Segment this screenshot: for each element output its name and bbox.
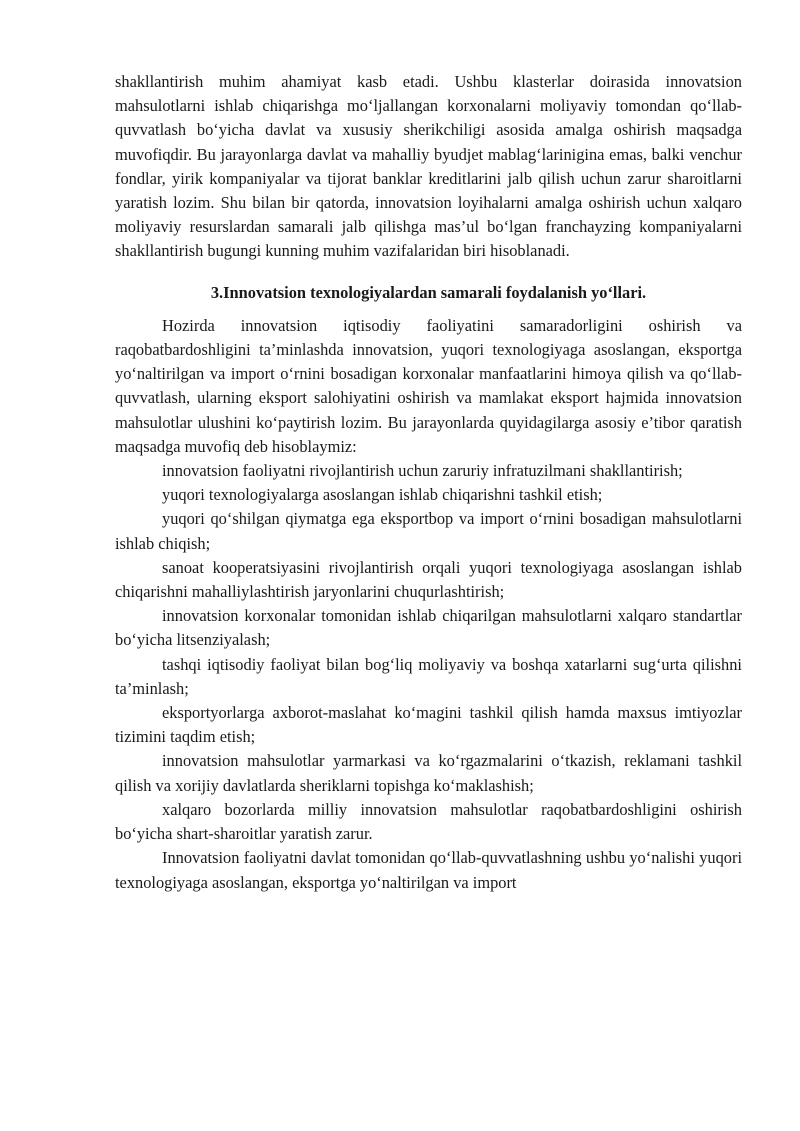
list-item-fairs: innovatsion mahsulotlar yarmarkasi va ko‘rgazmalarini o‘tkazish, reklamani tashkil qilish va xorijiy davlatlarda sheriklarni topishga ko‘maklashish;: [115, 751, 742, 795]
document-body: [115, 70, 742, 895]
list-item-high-tech-production: yuqori texnologiyalarga asoslangan ishlab chiqarishni tashkil etish;: [162, 485, 603, 505]
paragraph-final: Innovatsion faoliyatni davlat tomonidan qo‘llab-quvvatlashning ushbu yo‘nalishi yuqori texnologiyaga asoslangan, eksportga yo‘naltirilgan va import: [115, 848, 742, 892]
paragraph-1: Hozirda innovatsion iqtisodiy faoliyatini samaradorligini oshirish va raqobatbardoshligini ta’minlashda innovatsion, yuqori texnologiyaga asoslangan, eksportga yo‘naltirilgan va import o‘rnini bosadigan korxonalar manfaatlarini himoya qilish va qo‘llab-quvvatlash, ularning eksport salohiyatini oshirish va mamlakat eksport hajmida innovatsion mahsulotlar ulushini ko‘paytirish lozim. Bu jarayonlarda quyidagilarga asosiy e’tibor qaratish maqsadga muvofiq deb hisoblaymiz:: [115, 315, 742, 456]
list-item-licensing: innovatsion korxonalar tomonidan ishlab chiqarilgan mahsulotlarni xalqaro standartlar bo‘yicha litsenziyalash;: [115, 606, 742, 650]
section-heading: 3.Innovatsion texnologiyalardan samarali foydalanish yo‘llari.: [210, 282, 647, 302]
list-item-consulting: eksportyorlarga axborot-maslahat ko‘magini tashkil qilish hamda maxsus imtiyozlar tizimini taqdim etish;: [115, 703, 742, 747]
intro-paragraph: shakllantirish muhim ahamiyat kasb etadi. Ushbu klasterlar doirasida innovatsion mahsulotlarni ishlab chiqarishga mo‘ljallangan korxonalarni moliyaviy tomondan qo‘llab-quvvatlash bo‘yicha davlat va xususiy sherikchiligi asosida amalga oshirish maqsadga muvofiqdir. Bu jarayonlarga davlat va mahalliy byudjet mablag‘larinigina emas, balki venchur fondlar, yirik kompaniyalar va tijorat banklar kreditlarini jalb qilish uchun zarur sharoitlarni yaratish lozim. Shu bilan bir qatorda, innovatsion loyihalarni amalga oshirish uchun xalqaro moliyaviy resurslardan samarali jalb qilishga mas’ul bo‘lgan franchayzing kompaniyalarni shakllantirish bugungi kunning muhim vazifalaridan biri hisoblanadi.: [115, 72, 742, 261]
list-item-cooperation: sanoat kooperatsiyasini rivojlantirish orqali yuqori texnologiyaga asoslangan ishlab chiqarishni mahalliylashtirish jaryonlarini chuqurlashtirish;: [115, 557, 742, 602]
list-item-insurance: tashqi iqtisodiy faoliyat bilan bog‘liq moliyaviy va boshqa xatarlarni sug‘urta qilishni ta’minlash;: [115, 654, 742, 698]
list-item-competitiveness: xalqaro bozorlarda milliy innovatsion mahsulotlar raqobatbardoshligini oshirish bo‘yicha shart-sharoitlar yaratish zarur.: [115, 799, 742, 844]
list-item-infrastructure: innovatsion faoliyatni rivojlantirish uchun zaruriy infratuzilmani shakllantirish;: [162, 461, 683, 481]
list-item-export-products: yuqori qo‘shilgan qiymatga ega eksportbop va import o‘rnini bosadigan mahsulotlarni ishlab chiqish;: [115, 509, 742, 553]
